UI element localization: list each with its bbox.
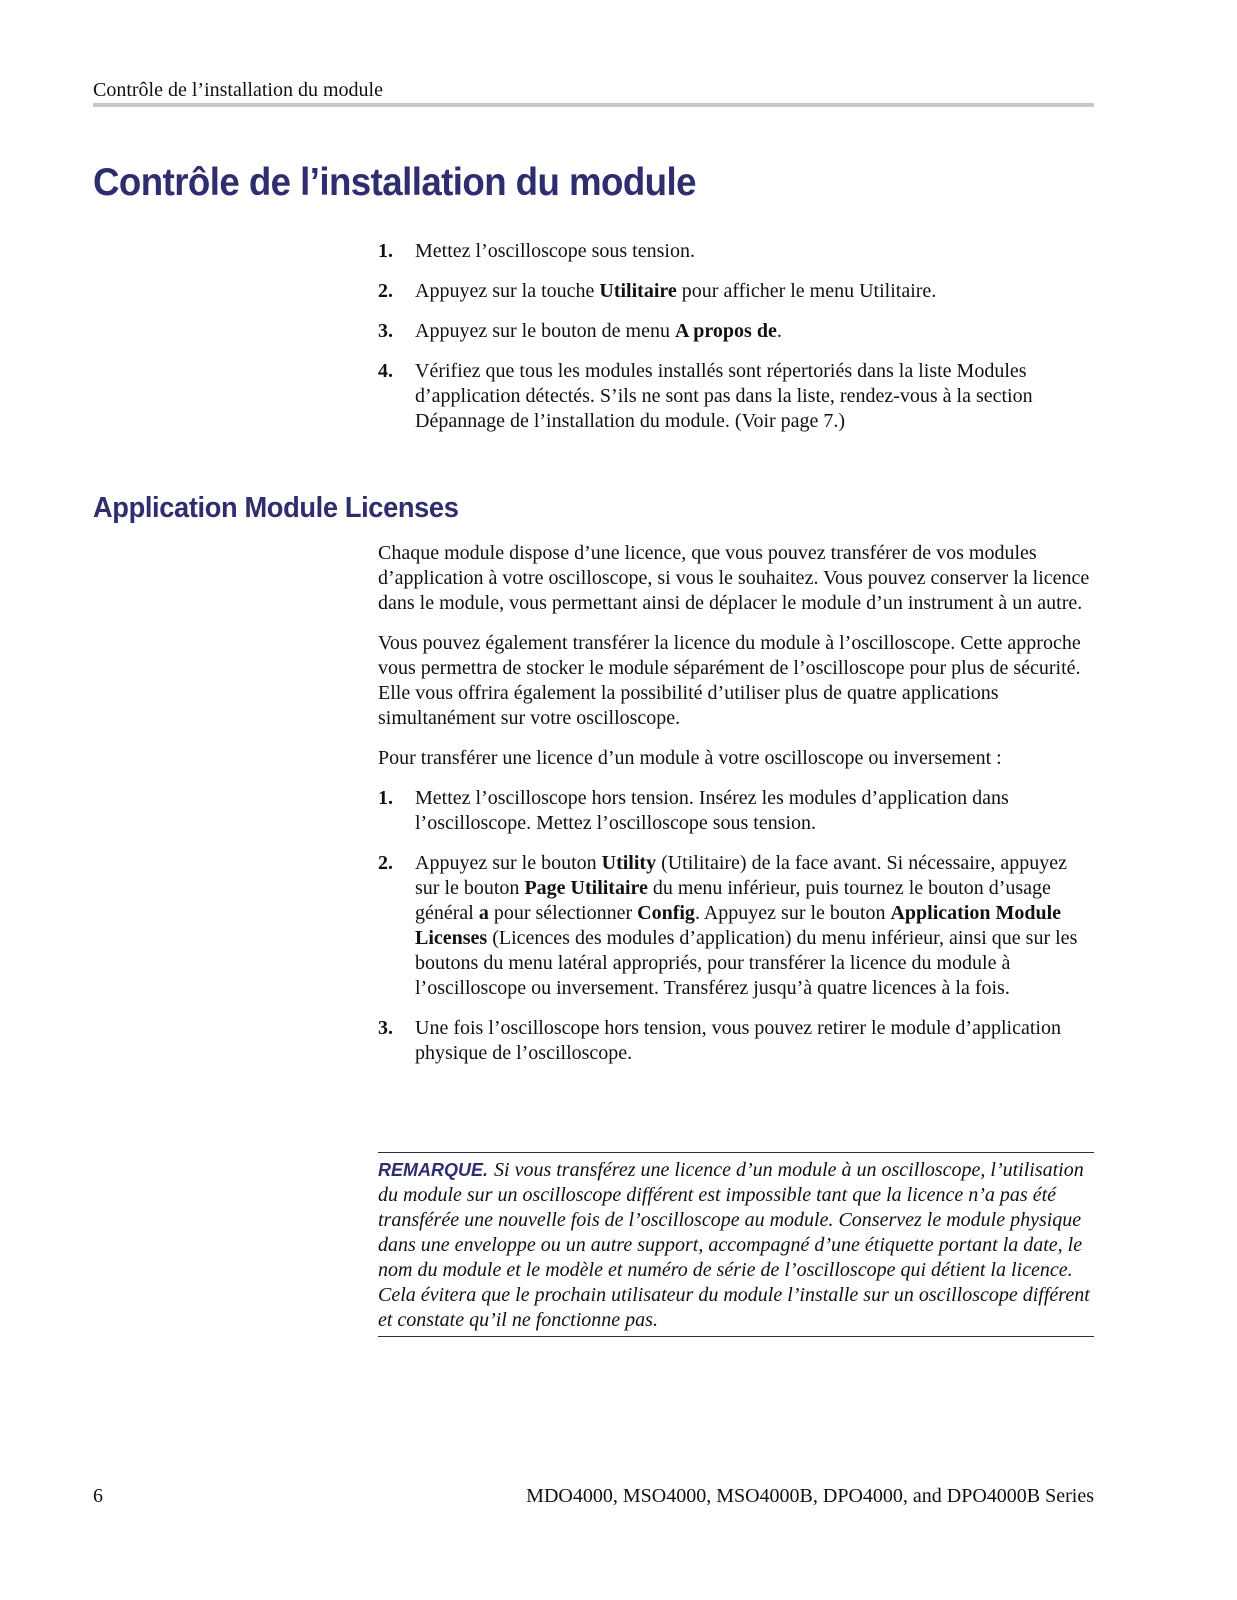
step-number: 3. (378, 1017, 393, 1039)
menu-button-name: A propos de (674, 320, 777, 342)
running-header: Contrôle de l’installation du module (93, 78, 1094, 107)
list-item (378, 786, 1094, 836)
note-text: Si vous transférez une licence d’un module à un oscilloscope, l’utilisation du module sur un oscilloscope différent est impossible tant que la licence n’a pas été transférée une nouvelle fois de l’oscilloscope au module. Conservez le module physique dans une enveloppe ou un autre support, accompagné d’une étiquette portant la date, le nom du module et le modèle et numéro de série de l’oscilloscope qui détient la licence. Cela évitera que le prochain utilisateur du module l’installe sur un oscilloscope différent et constate qu’il ne fonctionne pas. (378, 1159, 1090, 1331)
step-text: Appuyez sur la touche (415, 280, 600, 302)
licenses-body (378, 541, 1094, 1081)
step-text: pour sélectionner (488, 902, 638, 924)
list-item (378, 851, 1094, 1001)
page-number: 6 (93, 1485, 103, 1507)
step-text: Vérifiez que tous les modules installés sont répertoriés dans la liste Modules d’application détectés. S’ils ne sont pas dans la liste, rendez-vous à la section Dépannage de l’installation du module. (Voir page 7.) (415, 360, 1033, 432)
key-name: a (478, 902, 489, 924)
step-number: 2. (378, 280, 393, 302)
note-box (378, 1152, 1094, 1337)
step-text: du menu inférieur, puis tournez le bouton d’usage général (415, 877, 1051, 924)
paragraph: Pour transférer une licence d’un module à votre oscilloscope ou inversement : (378, 747, 1002, 769)
paragraph: Chaque module dispose d’une licence, que vous pouvez transférer de vos modules d’application à votre oscilloscope, si vous le souhaitez. Vous pouvez conserver la licence dans le module, vous permettant ainsi de déplacer le module d’un instrument à un autre. (378, 542, 1090, 614)
step-text: Appuyez sur le bouton (415, 852, 602, 874)
step-text: Mettez l’oscilloscope hors tension. Insérez les modules d’application dans l’oscilloscope. Mettez l’oscilloscope sous tension. (415, 787, 1009, 834)
key-name: Page Utilitaire (524, 877, 648, 899)
step-number: 1. (378, 240, 393, 262)
step-number: 3. (378, 320, 393, 342)
step-number: 2. (378, 852, 393, 874)
key-name: Config (637, 902, 695, 924)
step-number: 4. (378, 360, 393, 382)
paragraph: Vous pouvez également transférer la licence du module à l’oscilloscope. Cette approche vous permettra de stocker le module séparément de l’oscilloscope pour plus de sécurité. Elle vous offrira également la possibilité d’utiliser plus de quatre applications simultanément sur votre oscilloscope. (378, 632, 1081, 729)
step-text: . (776, 320, 782, 342)
page-title: Contrôle de l’installation du module (93, 161, 696, 204)
step-text: (Licences des modules d’application) du menu inférieur, ainsi que sur les boutons du menu latéral appropriés, pour transférer la licence du module à l’oscilloscope ou inversement. Transférez jusqu’à quatre licences à la fois. (415, 927, 1078, 999)
list-item (378, 1016, 1094, 1066)
list-item (378, 319, 1094, 344)
step-text: (Utilitaire) de la face avant. Si nécessaire, appuyez sur le bouton (415, 852, 1067, 899)
footer-series: MDO4000, MSO4000, MSO4000B, DPO4000, and DPO4000B Series (526, 1485, 1094, 1507)
step-number: 1. (378, 787, 393, 809)
step-text: pour afficher le menu Utilitaire. (676, 280, 937, 302)
step-text: Appuyez sur le bouton de menu (415, 320, 675, 342)
step-text: Mettez l’oscilloscope sous tension. (415, 240, 695, 262)
list-item (378, 279, 1094, 304)
key-name: Application Module Licenses (415, 902, 1062, 949)
key-name: Utility (601, 852, 657, 874)
note-label: REMARQUE. (378, 1160, 489, 1180)
key-name: Utilitaire (599, 280, 677, 302)
step-text: Une fois l’oscilloscope hors tension, vous pouvez retirer le module d’application physique de l’oscilloscope. (415, 1017, 1061, 1064)
step-text: . Appuyez sur le bouton (694, 902, 891, 924)
section-heading: Application Module Licenses (93, 492, 459, 524)
list-item (378, 239, 1094, 264)
install-check-steps (378, 239, 1094, 449)
list-item (378, 359, 1094, 434)
